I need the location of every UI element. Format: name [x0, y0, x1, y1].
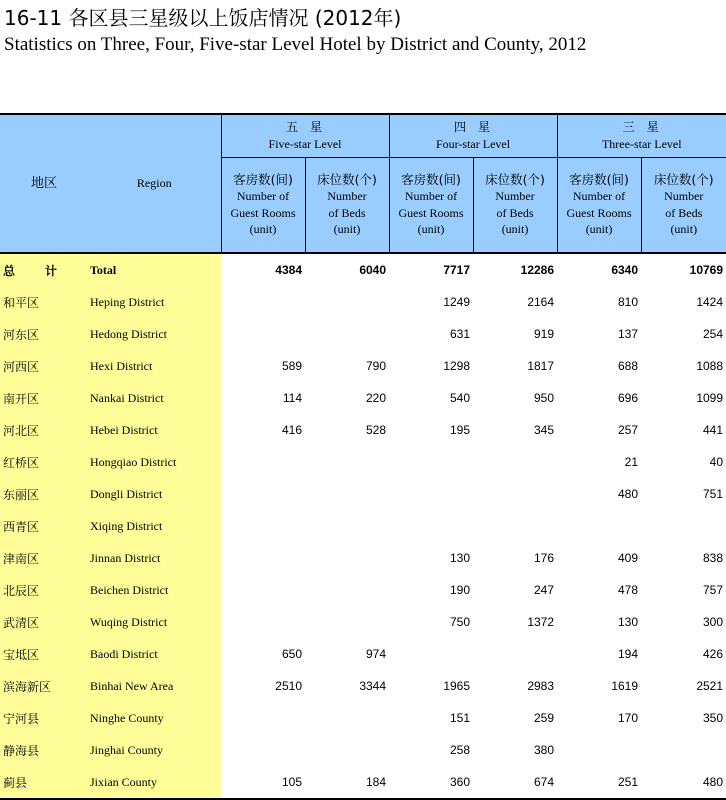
value-cell [221, 510, 305, 542]
region-name-en: Xiqing District [88, 510, 221, 542]
table-row [0, 510, 726, 542]
value-cell: 919 [534, 327, 555, 341]
value-cell: 176 [534, 551, 555, 565]
table-row [0, 286, 726, 318]
table-row [0, 702, 726, 734]
value-cell: 350 [703, 711, 724, 725]
value-cell: 184 [305, 766, 389, 799]
table-row [0, 542, 726, 574]
value-cell [473, 638, 557, 670]
beds-unit: (unit) [670, 222, 698, 237]
rooms-en1: Number of [236, 189, 290, 204]
value-cell [221, 606, 305, 638]
value-cell: 3344 [359, 679, 387, 693]
value-cell: 688 [618, 359, 639, 373]
value-cell: 360 [389, 766, 473, 799]
value-cell: 2521 [696, 679, 724, 693]
rooms-unit: (unit) [417, 222, 445, 237]
value-cell [389, 478, 473, 510]
region-name-cn: 西青区 [0, 510, 88, 542]
region-name-en: Hongqiao District [88, 446, 221, 478]
value-cell: 190 [449, 583, 471, 597]
value-cell [305, 702, 389, 734]
header-level-five [221, 114, 389, 157]
value-cell: 480 [618, 487, 639, 501]
value-cell [305, 510, 389, 542]
region-name-en: Total [88, 253, 221, 286]
region-name-en: Hexi District [88, 350, 221, 382]
value-cell: 6040 [305, 253, 389, 286]
region-name-en: Wuqing District [88, 606, 221, 638]
region-name-en: Binhai New Area [88, 670, 221, 702]
value-cell [305, 734, 389, 766]
value-cell: 1088 [696, 359, 724, 373]
value-cell: 757 [703, 583, 724, 597]
region-name-cn: 河北区 [0, 414, 88, 446]
value-cell [305, 542, 389, 574]
table-row [0, 574, 726, 606]
value-cell: 1619 [611, 679, 639, 693]
region-name-cn: 南开区 [0, 382, 88, 414]
beds-en1: Number [664, 189, 704, 204]
region-name-cn: 津南区 [0, 542, 88, 574]
value-cell: 130 [618, 615, 639, 629]
value-cell: 751 [703, 487, 724, 501]
beds-unit: (unit) [333, 222, 361, 237]
region-name-en: Jixian County [88, 766, 221, 799]
table-row [0, 382, 726, 414]
value-cell [389, 446, 473, 478]
rooms-unit: (unit) [249, 222, 277, 237]
table-body [0, 253, 726, 799]
value-cell: 259 [534, 711, 555, 725]
value-cell [473, 446, 557, 478]
value-cell: 130 [449, 551, 471, 565]
value-cell: 2164 [527, 295, 555, 309]
value-cell [221, 702, 305, 734]
beds-en1: Number [327, 189, 367, 204]
value-cell: 480 [641, 766, 726, 799]
table-row [0, 734, 726, 766]
region-name-en: Hedong District [88, 318, 221, 350]
value-cell [473, 510, 557, 542]
header-region-cn: 地区 [0, 114, 88, 253]
region-name-en: Baodi District [88, 638, 221, 670]
value-cell: 151 [449, 711, 471, 725]
value-cell [305, 574, 389, 606]
page-title-en: Statistics on Three, Four, Five-star Level Hotel by District and County, 2012 [4, 34, 587, 55]
value-cell: 540 [449, 391, 471, 405]
table-row [0, 670, 726, 702]
table-row-total [0, 253, 726, 286]
value-cell [305, 478, 389, 510]
value-cell [221, 734, 305, 766]
value-cell: 2510 [275, 679, 302, 693]
value-cell: 838 [703, 551, 724, 565]
value-cell: 441 [703, 423, 724, 437]
header-level-three [557, 114, 726, 157]
beds-en2: of Beds [328, 205, 366, 220]
rooms-en2: Guest Rooms [566, 205, 632, 220]
region-name-cn: 宁河县 [0, 702, 88, 734]
value-cell: 137 [618, 327, 639, 341]
value-cell: 220 [365, 391, 387, 405]
value-cell: 40 [709, 455, 724, 469]
level-three-cn: 三星 [622, 119, 671, 134]
rooms-cn: 客房数(间) [569, 171, 629, 187]
header-three-rooms [557, 157, 641, 253]
region-name-en: Dongli District [88, 478, 221, 510]
value-cell [305, 446, 389, 478]
rooms-en2: Guest Rooms [398, 205, 464, 220]
level-five-cn: 五星 [286, 119, 335, 134]
value-cell: 258 [449, 743, 471, 757]
table-row [0, 478, 726, 510]
region-name-cn: 河东区 [0, 318, 88, 350]
value-cell [221, 286, 305, 318]
rooms-en2: Guest Rooms [230, 205, 296, 220]
region-name-cn: 宝坻区 [0, 638, 88, 670]
region-name-cn: 总计 [0, 253, 88, 286]
page-title-cn: 16-11 各区县三星级以上饭店情况 (2012年) [4, 6, 402, 30]
table-row [0, 318, 726, 350]
value-cell: 1249 [443, 295, 471, 309]
region-name-en: Nankai District [88, 382, 221, 414]
value-cell: 195 [449, 423, 471, 437]
value-cell: 674 [473, 766, 557, 799]
region-name-cn: 红桥区 [0, 446, 88, 478]
value-cell: 696 [618, 391, 639, 405]
value-cell: 194 [618, 647, 639, 661]
region-name-en: Beichen District [88, 574, 221, 606]
region-name-cn: 蓟县 [0, 766, 88, 799]
value-cell [221, 542, 305, 574]
beds-cn: 床位数(个) [485, 171, 545, 187]
table-row [0, 766, 726, 799]
value-cell: 790 [365, 359, 387, 373]
value-cell: 114 [282, 391, 302, 405]
value-cell [389, 510, 473, 542]
value-cell: 380 [534, 743, 555, 757]
value-cell: 7717 [389, 253, 473, 286]
value-cell: 416 [281, 423, 302, 437]
region-name-cn: 滨海新区 [0, 670, 88, 702]
beds-unit: (unit) [501, 222, 529, 237]
value-cell: 21 [624, 455, 639, 469]
value-cell: 1424 [696, 295, 724, 309]
value-cell: 426 [703, 647, 724, 661]
region-name-cn: 东丽区 [0, 478, 88, 510]
value-cell: 950 [534, 391, 555, 405]
beds-en2: of Beds [496, 205, 534, 220]
value-cell: 650 [281, 647, 302, 661]
value-cell: 750 [449, 615, 471, 629]
value-cell: 589 [281, 359, 302, 373]
value-cell [305, 606, 389, 638]
value-cell: 409 [618, 551, 639, 565]
header-region-en: Region [88, 114, 221, 253]
value-cell: 528 [365, 423, 387, 437]
header-level-four [389, 114, 557, 157]
value-cell: 6340 [557, 253, 641, 286]
region-name-cn: 静海县 [0, 734, 88, 766]
value-cell [641, 510, 726, 542]
level-four-en: Four-star Level [435, 136, 511, 151]
value-cell [221, 478, 305, 510]
region-name-cn: 河西区 [0, 350, 88, 382]
value-cell: 251 [557, 766, 641, 799]
value-cell: 10769 [641, 253, 726, 286]
header-five-beds [305, 157, 389, 253]
region-name-en: Hebei District [88, 414, 221, 446]
value-cell: 4384 [221, 253, 305, 286]
value-cell: 631 [449, 327, 471, 341]
region-name-en: Jinghai County [88, 734, 221, 766]
rooms-cn: 客房数(间) [233, 171, 293, 187]
rooms-en1: Number of [404, 189, 458, 204]
header-five-rooms [221, 157, 305, 253]
level-three-en: Three-star Level [601, 136, 682, 151]
value-cell: 1372 [527, 615, 555, 629]
table-row [0, 638, 726, 670]
value-cell [557, 510, 641, 542]
region-name-cn: 武清区 [0, 606, 88, 638]
value-cell: 974 [365, 647, 387, 661]
table-row [0, 446, 726, 478]
value-cell [641, 734, 726, 766]
hotel-statistics-table [0, 113, 726, 800]
value-cell [221, 574, 305, 606]
value-cell: 478 [618, 583, 639, 597]
beds-cn: 床位数(个) [653, 171, 714, 187]
value-cell: 300 [703, 615, 724, 629]
value-cell [389, 638, 473, 670]
header-three-beds [641, 157, 726, 253]
value-cell: 1298 [443, 359, 471, 373]
value-cell: 247 [534, 583, 555, 597]
value-cell [305, 318, 389, 350]
value-cell: 170 [618, 711, 639, 725]
table-row [0, 414, 726, 446]
value-cell: 12286 [473, 253, 557, 286]
table-row [0, 606, 726, 638]
header-four-rooms [389, 157, 473, 253]
region-name-en: Jinnan District [88, 542, 221, 574]
value-cell [221, 446, 305, 478]
value-cell: 810 [618, 295, 639, 309]
value-cell: 1965 [443, 679, 471, 693]
table-row [0, 350, 726, 382]
value-cell: 257 [618, 423, 639, 437]
value-cell: 254 [703, 327, 724, 341]
level-five-en: Five-star Level [268, 136, 342, 151]
beds-cn: 床位数(个) [317, 171, 377, 187]
value-cell: 105 [221, 766, 305, 799]
rooms-unit: (unit) [585, 222, 613, 237]
value-cell [557, 734, 641, 766]
level-four-cn: 四星 [454, 119, 503, 134]
rooms-en1: Number of [572, 189, 626, 204]
region-name-en: Ninghe County [88, 702, 221, 734]
beds-en1: Number [495, 189, 535, 204]
beds-en2: of Beds [665, 205, 703, 220]
value-cell [221, 318, 305, 350]
region-name-cn: 北辰区 [0, 574, 88, 606]
value-cell [473, 478, 557, 510]
value-cell: 345 [534, 423, 555, 437]
header-four-beds [473, 157, 557, 253]
value-cell: 1099 [696, 391, 724, 405]
value-cell: 2983 [527, 679, 555, 693]
value-cell [305, 286, 389, 318]
region-name-cn: 和平区 [0, 286, 88, 318]
region-name-en: Heping District [88, 286, 221, 318]
rooms-cn: 客房数(间) [401, 171, 461, 187]
value-cell: 1817 [527, 359, 555, 373]
